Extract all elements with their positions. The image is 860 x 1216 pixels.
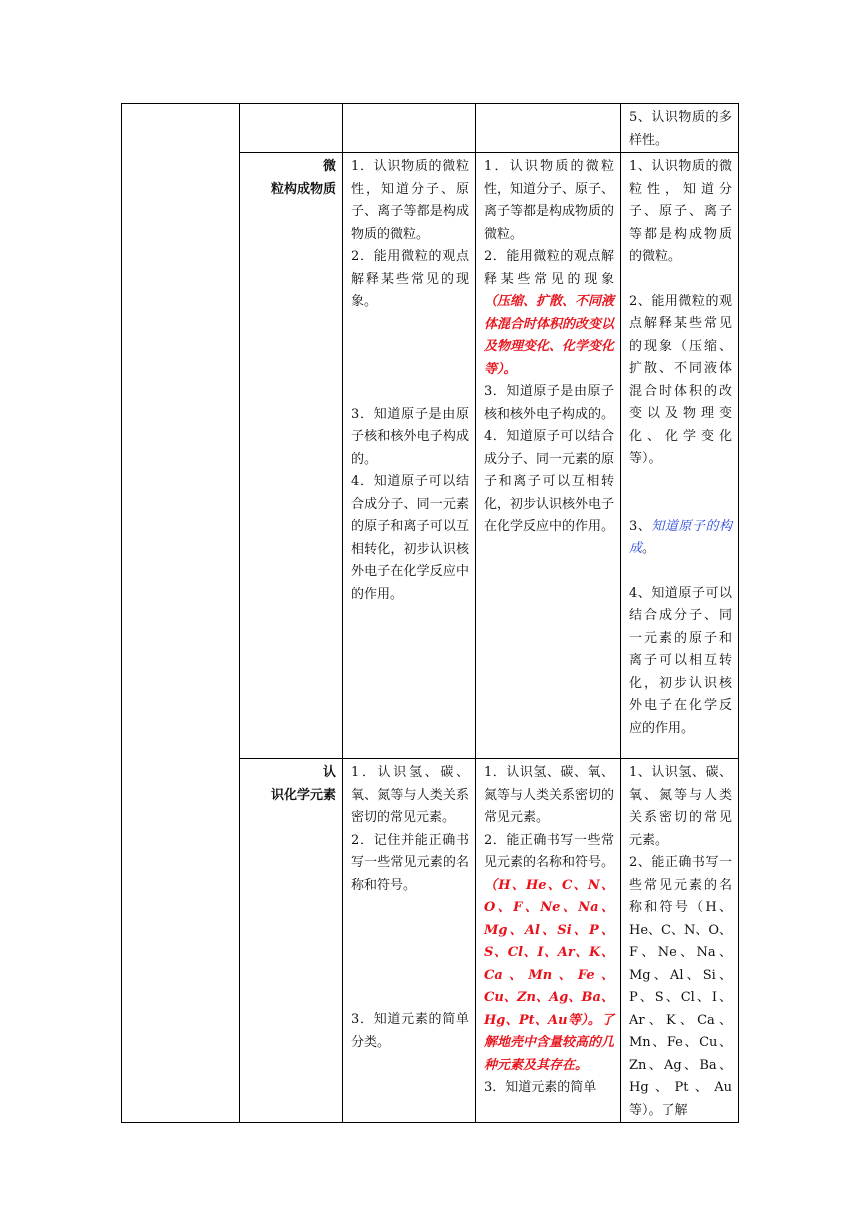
paragraph: 4．知道原子可以结合成分子、同一元素的原子和离子可以互相转化，初步认识核外电子在化学反应中的作用。 [351, 474, 469, 602]
paragraph: 5、认识物质的多样性。 [629, 110, 732, 148]
paragraph: 1．认识物质的微粒性，知道分子、原子、离子等都是构成物质的微粒。 [351, 159, 469, 242]
paragraph: 1．认识物质的微粒性，知道分子、原子、离子等都是构成物质的微粒。 [484, 159, 615, 242]
paragraph: 3．知道原子是由原子核和核外电子构成的。 [351, 406, 469, 467]
paragraph: 2．记住并能正确书写一些常见元素的名称和符号。 [351, 832, 469, 893]
paragraph: 1．认识氢、碳、氧、氮等与人类关系密切的常见元素。 [484, 765, 615, 825]
requirement-cell [621, 153, 739, 759]
topic-line-1: 微 [322, 159, 336, 174]
paragraph: 1．认识氢、碳、氧、氮等与人类关系密切的常见元素。 [351, 765, 469, 825]
topic-cell [240, 153, 343, 759]
paragraph: 3．知道元素的简单 [484, 1080, 597, 1095]
paragraph: 2、能用微粒的观点解释某些常见的现象（压缩、扩散、不同液体混合时体积的改变以及物理变化、化学变化等）。 [629, 293, 732, 466]
paragraph: 3．知道原子是由原子核和核外电子构成的。 [484, 384, 615, 422]
paragraph-text: 2．能用微粒的观点解释某些常见的现象 [484, 249, 614, 287]
curriculum-table [121, 103, 739, 1123]
paragraph: 4．知道原子可以结合成分子、同一元素的原子和离子可以互相转化，初步认识核外电子在化学反应中的作用。 [484, 429, 615, 534]
paragraph [484, 830, 614, 1078]
paragraph: 3．知道元素的简单分类。 [351, 1012, 469, 1050]
standard-cell [343, 759, 476, 1123]
requirement-cell [621, 759, 739, 1123]
paragraph-suffix: 。 [642, 541, 656, 556]
table-row [122, 104, 739, 153]
category-cell [122, 104, 240, 1123]
topic-cell [240, 104, 343, 153]
red-annotation: （H、He、C、N、O、F、Ne、Na、Mg、Al、Si、P、S、Cl、I、Ar、K、Ca、Mn、Fe、Cu、Zn、Ag、Ba、Hg、Pt、Au等）。了解地壳中含量较高的几种元素及其存在。 [484, 877, 615, 1073]
paragraph: 4、知道原子可以结合成分子、同一元素的原子和离子可以相互转化，初步认识核外电子在化学反应的作用。 [629, 585, 732, 736]
standard-cell [343, 104, 476, 153]
revised-cell [476, 104, 621, 153]
paragraph: 2．能用微粒的观点解释某些常见的现象。 [351, 249, 469, 309]
topic-line-1: 认 [322, 765, 336, 780]
paragraph-prefix: 3、 [629, 518, 652, 534]
red-annotation: （压缩、扩散、不同液体混合时体积的改变以及物理变化、化学变化等）。 [484, 294, 615, 377]
paragraph [484, 246, 614, 381]
topic-line-2: 粒构成物质 [270, 181, 336, 197]
standard-cell [343, 153, 476, 759]
paragraph: 1、认识物质的微粒性，知道分子、原子、离子等都是构成物质的微粒。 [629, 159, 732, 264]
paragraph-text: 2．能正确书写一些常见元素的名称和符号。 [484, 832, 615, 870]
requirement-cell [621, 104, 739, 153]
topic-cell [240, 759, 343, 1123]
paragraph [629, 516, 732, 561]
revised-cell [476, 153, 621, 759]
paragraph: 2、能正确书写一些常见元素的名称和符号（H、He、C、N、O、F、Ne、Na、Mg、Al、Si、P、S、Cl、I、Ar、K、Ca、Mn、Fe、Cu、Zn、Ag、Ba、Hg、Pt、Au等）。了解 [629, 855, 733, 1118]
blue-annotation: 知道原子的构成 [629, 518, 732, 556]
paragraph: 1、认识氢、碳、氧、氮等与人类关系密切的常见元素。 [629, 765, 732, 848]
revised-cell [476, 759, 621, 1123]
topic-line-2: 识化学元素 [270, 787, 336, 803]
